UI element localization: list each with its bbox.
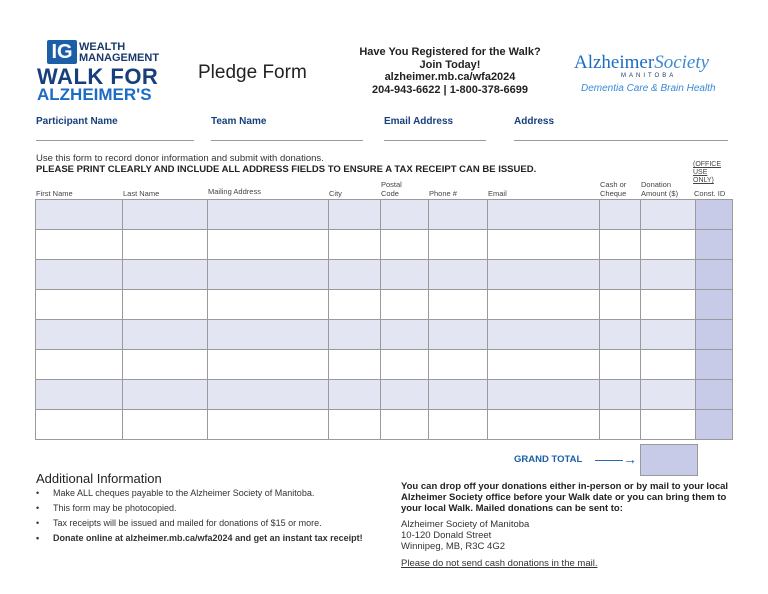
info-item: • Tax receipts will be issued and mailed for donations of $15 or more.	[36, 518, 386, 528]
intro-text: Use this form to record donor information and submit with donations.	[36, 153, 324, 164]
table-cell[interactable]	[329, 290, 381, 320]
email-address-label: Email Address	[384, 116, 454, 127]
table-cell[interactable]	[381, 200, 429, 230]
table-cell[interactable]	[488, 320, 600, 350]
address-field[interactable]	[514, 140, 728, 141]
alzheimer-society-logo: AlzheimerSociety	[574, 52, 710, 73]
table-cell[interactable]	[208, 350, 329, 380]
table-cell[interactable]	[36, 200, 123, 230]
table-cell[interactable]	[123, 200, 208, 230]
info-item: • This form may be photocopied.	[36, 503, 386, 513]
table-cell[interactable]	[36, 230, 123, 260]
table-cell[interactable]	[123, 380, 208, 410]
table-row	[36, 260, 733, 290]
col-phone: Phone #	[429, 189, 457, 198]
office-use-note: (OFFICE USE ONLY)	[693, 161, 721, 184]
mail-address: Alzheimer Society of Manitoba 10-120 Donald Street Winnipeg, MB, R3C 4G2	[401, 519, 530, 552]
table-cell[interactable]	[329, 320, 381, 350]
table-cell[interactable]	[488, 410, 600, 440]
table-cell[interactable]	[429, 290, 488, 320]
table-cell[interactable]	[329, 380, 381, 410]
table-cell[interactable]	[123, 410, 208, 440]
join-today: Join Today!	[419, 58, 481, 71]
table-row	[36, 350, 733, 380]
arrow-right-icon: ——→	[595, 451, 637, 467]
registration-info	[345, 46, 555, 96]
table-row	[36, 230, 733, 260]
table-cell[interactable]	[36, 290, 123, 320]
table-cell[interactable]	[36, 260, 123, 290]
table-row	[36, 290, 733, 320]
table-cell[interactable]	[600, 350, 641, 380]
table-cell[interactable]	[600, 410, 641, 440]
grand-total-label: GRAND TOTAL	[514, 454, 583, 465]
table-cell[interactable]	[641, 200, 696, 230]
table-cell[interactable]	[123, 230, 208, 260]
registration-url[interactable]: alzheimer.mb.ca/wfa2024	[384, 71, 516, 83]
alzheimers-logo-text: ALZHEIMER'S	[37, 85, 152, 104]
table-cell[interactable]	[381, 290, 429, 320]
table-cell[interactable]	[641, 230, 696, 260]
registration-phones: 204-943-6622 | 1-800-378-6699	[372, 83, 528, 96]
table-cell[interactable]	[600, 200, 641, 230]
col-city: City	[329, 189, 342, 198]
participant-name-label: Participant Name	[36, 116, 118, 127]
registration-question: Have You Registered for the Walk?	[359, 46, 541, 58]
table-cell[interactable]	[208, 410, 329, 440]
table-cell[interactable]	[329, 230, 381, 260]
table-cell[interactable]	[600, 230, 641, 260]
email-address-field[interactable]	[384, 140, 486, 141]
table-cell[interactable]	[329, 350, 381, 380]
const-id-cell	[696, 290, 733, 320]
table-cell[interactable]	[488, 200, 600, 230]
const-id-cell	[696, 380, 733, 410]
table-cell[interactable]	[641, 380, 696, 410]
const-id-cell	[696, 200, 733, 230]
table-cell[interactable]	[36, 380, 123, 410]
walk-for-logo-text: WALK FOR	[37, 64, 159, 89]
table-cell[interactable]	[641, 410, 696, 440]
const-id-cell	[696, 350, 733, 380]
table-cell[interactable]	[208, 200, 329, 230]
table-cell[interactable]	[329, 260, 381, 290]
col-cash-or-cheque: Cash or Cheque	[600, 180, 627, 198]
col-first-name: First Name	[36, 189, 73, 198]
table-cell[interactable]	[36, 320, 123, 350]
society-tagline: Dementia Care & Brain Health	[581, 83, 716, 94]
table-cell[interactable]	[36, 410, 123, 440]
table-cell[interactable]	[208, 320, 329, 350]
no-cash-notice: Please do not send cash donations in the mail.	[401, 558, 598, 569]
table-cell[interactable]	[641, 260, 696, 290]
table-cell[interactable]	[429, 410, 488, 440]
table-cell[interactable]	[208, 290, 329, 320]
table-cell[interactable]	[381, 230, 429, 260]
table-cell[interactable]	[429, 380, 488, 410]
table-cell[interactable]	[488, 350, 600, 380]
table-cell[interactable]	[123, 350, 208, 380]
page-title: Pledge Form	[198, 62, 307, 83]
table-cell[interactable]	[123, 290, 208, 320]
table-cell[interactable]	[208, 230, 329, 260]
col-last-name: Last Name	[123, 189, 160, 198]
table-cell[interactable]	[429, 200, 488, 230]
const-id-cell	[696, 260, 733, 290]
table-cell[interactable]	[429, 320, 488, 350]
society-province: MANITOBA	[621, 73, 677, 79]
table-cell[interactable]	[641, 350, 696, 380]
table-cell[interactable]	[488, 230, 600, 260]
table-row	[36, 320, 733, 350]
table-cell[interactable]	[641, 290, 696, 320]
team-name-field[interactable]	[211, 140, 363, 141]
additional-info-list	[36, 488, 386, 548]
participant-name-field[interactable]	[36, 140, 194, 141]
col-mailing-address: Mailing Address	[208, 187, 261, 196]
table-cell[interactable]	[600, 320, 641, 350]
info-item-donate-online: • Donate online at alzheimer.mb.ca/wfa2024 and get an instant tax receipt!	[36, 533, 386, 543]
table-cell[interactable]	[488, 380, 600, 410]
col-donation-amount: Donation Amount ($)	[641, 180, 679, 198]
table-cell[interactable]	[381, 410, 429, 440]
table-cell[interactable]	[208, 380, 329, 410]
table-cell[interactable]	[381, 380, 429, 410]
table-row	[36, 380, 733, 410]
col-email: Email	[488, 189, 507, 198]
table-row	[36, 200, 733, 230]
table-cell[interactable]	[123, 260, 208, 290]
ig-wealth-management-text: WEALTH MANAGEMENT	[79, 41, 160, 64]
col-postal-code: Postal Code	[381, 180, 402, 198]
table-cell[interactable]	[381, 350, 429, 380]
table-cell[interactable]	[36, 350, 123, 380]
table-cell[interactable]	[381, 320, 429, 350]
table-cell[interactable]	[329, 200, 381, 230]
col-const-id: Const. ID	[694, 189, 726, 198]
const-id-cell	[696, 410, 733, 440]
table-cell[interactable]	[429, 260, 488, 290]
table-cell[interactable]	[429, 350, 488, 380]
table-cell[interactable]	[600, 260, 641, 290]
table-cell[interactable]	[329, 410, 381, 440]
table-cell[interactable]	[488, 290, 600, 320]
table-cell[interactable]	[123, 320, 208, 350]
table-cell[interactable]	[600, 380, 641, 410]
info-item: • Make ALL cheques payable to the Alzheimer Society of Manitoba.	[36, 488, 386, 498]
const-id-cell	[696, 230, 733, 260]
table-cell[interactable]	[641, 320, 696, 350]
team-name-label: Team Name	[211, 116, 267, 127]
ig-logo: IG	[47, 40, 77, 64]
table-row	[36, 410, 733, 440]
dropoff-text: You can drop off your donations either in-person or by mail to your local Alzheimer Society office before your Walk date or you can bring them to your local Walk. Mailed donations can be sent to:	[401, 481, 729, 514]
additional-info-title: Additional Information	[36, 471, 162, 486]
table-cell[interactable]	[488, 260, 600, 290]
table-cell[interactable]	[429, 230, 488, 260]
table-cell[interactable]	[600, 290, 641, 320]
table-cell[interactable]	[208, 260, 329, 290]
instruction-text: PLEASE PRINT CLEARLY AND INCLUDE ALL ADDRESS FIELDS TO ENSURE A TAX RECEIPT CAN BE ISSUED.	[36, 164, 537, 175]
grand-total-field[interactable]	[640, 444, 698, 476]
const-id-cell	[696, 320, 733, 350]
table-cell[interactable]	[381, 260, 429, 290]
pledge-table	[35, 199, 733, 440]
address-label: Address	[514, 116, 555, 127]
